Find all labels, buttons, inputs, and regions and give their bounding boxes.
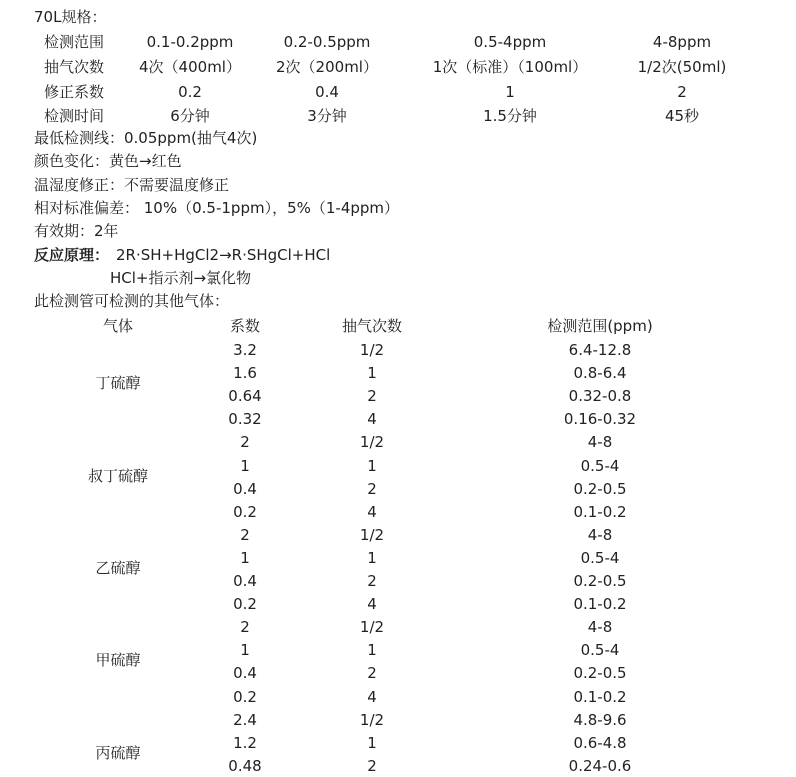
gas-table-cell: 4-8 xyxy=(587,618,613,637)
gas-table-cell: 1 xyxy=(367,641,377,660)
spec-cell: 0.2 xyxy=(178,83,202,101)
gas-table-cell: 1/2 xyxy=(359,341,385,359)
header-gas: 气体 xyxy=(102,317,133,335)
spec-cell: 0.2-0.5ppm xyxy=(283,33,371,51)
spec-title: 70L规格： xyxy=(34,8,107,26)
gas-name: 乙硫醇 xyxy=(95,559,141,577)
gas-table-cell: 1.6 xyxy=(233,364,257,383)
reaction-eq1: 2R·SH+HgCl2→R·SHgCl+HCl xyxy=(116,246,331,264)
gas-table-cell: 0.5-4 xyxy=(580,641,620,660)
spec-cell: 1.5分钟 xyxy=(483,107,537,125)
gas-table-cell: 0.4 xyxy=(233,572,257,590)
spec-cell: 6分钟 xyxy=(170,107,210,125)
gas-table-cell: 2.4 xyxy=(233,710,257,729)
gas-table-cell: 0.4 xyxy=(233,664,257,683)
gas-table-cell: 0.16-0.32 xyxy=(563,410,637,429)
reaction-label: 反应原理： xyxy=(34,246,110,264)
spec-cell: 1次（标准）（100ml） xyxy=(432,58,588,76)
gas-table-cell: 2 xyxy=(240,433,250,452)
gas-table-cell: 1 xyxy=(240,456,250,475)
gas-table-cell: 2 xyxy=(367,479,377,498)
gas-table-cell: 1/2 xyxy=(359,710,385,729)
header-coefficient: 系数 xyxy=(229,317,260,335)
gas-table-cell: 3.2 xyxy=(233,341,257,359)
gas-table-cell: 4-8 xyxy=(587,525,613,544)
spec-row-label: 修正系数 xyxy=(44,83,105,101)
gas-table-cell: 0.5-4 xyxy=(580,456,620,475)
spec-cell: 2 xyxy=(677,83,687,101)
gas-table-cell: 0.4 xyxy=(233,479,257,498)
gas-table-cell: 1 xyxy=(240,641,250,660)
reaction-eq2: HCl+指示剂→氯化物 xyxy=(110,269,252,287)
gas-table-cell: 0.32 xyxy=(228,410,262,429)
info-color-change: 颜色变化：黄色→红色 xyxy=(34,152,182,170)
gas-table-cell: 0.2 xyxy=(233,687,257,706)
gas-table-cell: 1 xyxy=(367,456,377,475)
spec-row-label: 抽气次数 xyxy=(44,58,105,76)
gas-table-cell: 2 xyxy=(367,664,377,683)
spec-cell: 1 xyxy=(505,83,515,101)
gas-table-cell: 4.8-9.6 xyxy=(573,710,627,729)
gas-table-cell: 2 xyxy=(240,618,250,637)
gas-table-cell: 1 xyxy=(240,548,250,567)
gas-table-cell: 1/2 xyxy=(359,433,385,452)
gas-table-cell: 0.2-0.5 xyxy=(573,664,627,683)
gas-table-cell: 4 xyxy=(367,595,377,614)
gas-table-cell: 0.1-0.2 xyxy=(573,502,627,521)
gas-table-cell: 2 xyxy=(240,525,250,544)
gas-name: 甲硫醇 xyxy=(95,651,141,670)
gas-table-cell: 4 xyxy=(367,502,377,521)
info-deviation: 相对标准偏差： 10%（0.5-1ppm），5%（1-4ppm） xyxy=(34,199,400,217)
gas-table-cell: 0.2 xyxy=(233,502,257,521)
gas-table-cell: 0.1-0.2 xyxy=(573,595,627,614)
gas-table-cell: 4-8 xyxy=(587,433,613,452)
gas-table-cell: 1 xyxy=(367,364,377,383)
gas-table-cell: 1.2 xyxy=(233,733,257,752)
spec-cell: 3分钟 xyxy=(307,107,347,125)
gas-table-cell: 4 xyxy=(367,687,377,706)
spec-cell: 4-8ppm xyxy=(652,33,712,51)
gas-table-cell: 0.2 xyxy=(233,595,257,614)
other-gases-title: 此检测管可检测的其他气体： xyxy=(34,292,230,310)
gas-table-cell: 0.1-0.2 xyxy=(573,687,627,706)
spec-cell: 45秒 xyxy=(664,107,700,125)
spec-row-label: 检测范围 xyxy=(44,33,105,51)
gas-table-cell: 0.8-6.4 xyxy=(573,364,627,383)
spec-cell: 2次（200ml） xyxy=(276,58,378,76)
gas-table-cell: 0.6-4.8 xyxy=(573,733,627,752)
gas-table-cell: 6.4-12.8 xyxy=(568,341,632,359)
gas-table-cell: 1 xyxy=(367,548,377,567)
gas-table-cell: 1/2 xyxy=(359,525,385,544)
gas-table-cell: 1 xyxy=(367,733,377,752)
gas-table-cell: 0.64 xyxy=(228,387,262,406)
spec-cell: 4次（400ml） xyxy=(139,58,241,76)
gas-name: 丙硫醇 xyxy=(95,743,141,762)
gas-table-cell: 0.5-4 xyxy=(580,548,620,567)
spec-cell: 1/2次(50ml) xyxy=(637,58,727,76)
gas-table-cell: 0.48 xyxy=(228,756,262,775)
gas-table-cell: 0.2-0.5 xyxy=(573,572,627,590)
spec-cell: 0.4 xyxy=(315,83,339,101)
header-pump-count: 抽气次数 xyxy=(341,317,402,335)
info-temp-correction: 温湿度修正：不需要温度修正 xyxy=(34,176,230,194)
header-range: 检测范围(ppm) xyxy=(547,317,653,335)
spec-row-label: 检测时间 xyxy=(44,107,105,125)
info-min-detection: 最低检测线：0.05ppm(抽气4次) xyxy=(34,129,258,147)
gas-table-cell: 2 xyxy=(367,756,377,775)
gas-table-cell: 0.2-0.5 xyxy=(573,479,627,498)
spec-cell: 0.5-4ppm xyxy=(473,33,547,51)
gas-table-cell: 2 xyxy=(367,387,377,406)
gas-table-cell: 0.24-0.6 xyxy=(568,756,632,775)
gas-table-cell: 0.32-0.8 xyxy=(568,387,632,406)
gas-table-cell: 2 xyxy=(367,572,377,590)
gas-name: 丁硫醇 xyxy=(95,374,141,393)
gas-table-cell: 1/2 xyxy=(359,618,385,637)
gas-table-cell: 4 xyxy=(367,410,377,429)
info-validity: 有效期：2年 xyxy=(34,222,119,240)
spec-cell: 0.1-0.2ppm xyxy=(146,33,234,51)
gas-name: 叔丁硫醇 xyxy=(87,466,148,485)
